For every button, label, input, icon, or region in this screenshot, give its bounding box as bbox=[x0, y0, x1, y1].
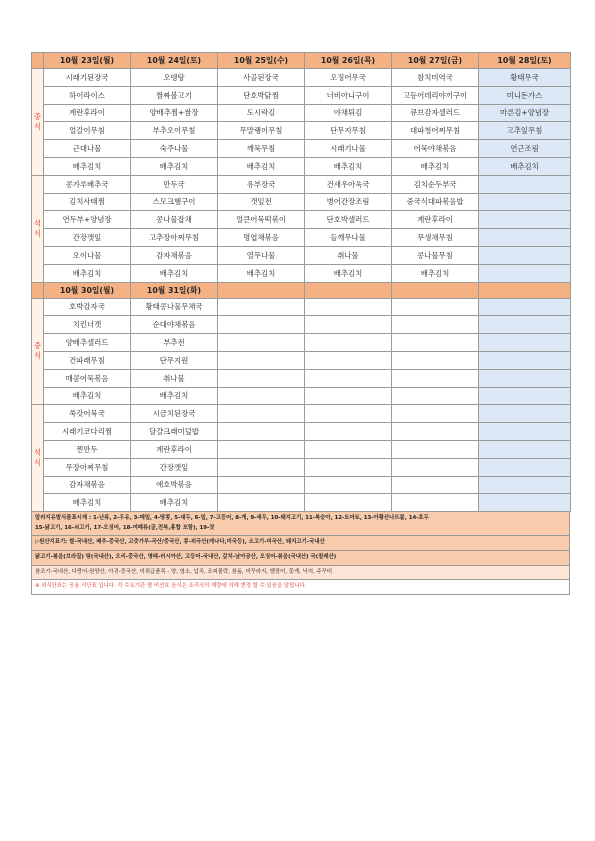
menu-cell bbox=[479, 264, 571, 282]
menu-cell: 고추장아찌무침 bbox=[131, 229, 218, 247]
menu-cell: 미니돈가스 bbox=[479, 86, 571, 104]
menu-cell: 얼큰어묵떡볶이 bbox=[218, 211, 305, 229]
menu-cell: 애호박볶음 bbox=[131, 476, 218, 494]
menu-cell: 숙주나물 bbox=[131, 140, 218, 158]
menu-cell: 깨묵무침 bbox=[218, 140, 305, 158]
menu-cell: 치킨너겟 bbox=[44, 316, 131, 334]
menu-cell: 배추김치 bbox=[305, 264, 392, 282]
menu-cell bbox=[305, 387, 392, 405]
menu-cell bbox=[479, 440, 571, 458]
menu-cell: 배추김치 bbox=[479, 157, 571, 175]
menu-cell: 무말랭이무침 bbox=[218, 122, 305, 140]
lunch-row bbox=[32, 351, 571, 369]
dinner-row bbox=[32, 423, 571, 441]
menu-cell bbox=[479, 423, 571, 441]
day-header bbox=[218, 282, 305, 298]
menu-cell: 근대나물 bbox=[44, 140, 131, 158]
allergy-line-2: 15-닭고기, 16-쇠고기, 17-오징어, 18-여패류(굴,전복,홍합 포함), 19-잣 bbox=[35, 524, 215, 531]
menu-cell: 중국식대파볶음밥 bbox=[392, 193, 479, 211]
menu-cell bbox=[479, 175, 571, 193]
menu-cell: 만두국 bbox=[131, 175, 218, 193]
menu-cell bbox=[305, 458, 392, 476]
allergy-note bbox=[31, 512, 570, 536]
week2-header-row bbox=[32, 282, 571, 298]
week1-header-row bbox=[32, 53, 571, 69]
menu-cell: 취나물 bbox=[131, 369, 218, 387]
menu-cell: 오뎅탕 bbox=[131, 69, 218, 87]
menu-cell bbox=[305, 405, 392, 423]
menu-cell: 배추김치 bbox=[392, 157, 479, 175]
menu-cell: 양배추찜+쌈장 bbox=[131, 104, 218, 122]
notes-section bbox=[31, 512, 570, 595]
menu-cell: 취나물 bbox=[305, 246, 392, 264]
day-header: 10월 24일(토) bbox=[131, 53, 218, 69]
menu-cell: 달걀크래미덮밥 bbox=[131, 423, 218, 441]
menu-cell: 사골된장국 bbox=[218, 69, 305, 87]
menu-cell: 시래기코다리찜 bbox=[44, 423, 131, 441]
menu-cell bbox=[305, 351, 392, 369]
menu-cell: 큐브감자샐러드 bbox=[392, 104, 479, 122]
menu-cell: 배추김치 bbox=[218, 157, 305, 175]
menu-cell: 무생채무침 bbox=[392, 229, 479, 247]
dinner-row bbox=[32, 193, 571, 211]
lunch-row bbox=[32, 298, 571, 316]
menu-cell bbox=[392, 369, 479, 387]
menu-cell: 부추오이무침 bbox=[131, 122, 218, 140]
menu-cell bbox=[392, 494, 479, 512]
menu-cell bbox=[479, 298, 571, 316]
menu-cell bbox=[479, 229, 571, 247]
lunch-row bbox=[32, 122, 571, 140]
menu-cell bbox=[218, 440, 305, 458]
lunch-row bbox=[32, 387, 571, 405]
menu-cell: 단호박샐러드 bbox=[305, 211, 392, 229]
menu-cell: 어묵야채볶음 bbox=[392, 140, 479, 158]
menu-cell: 단호박닭찜 bbox=[218, 86, 305, 104]
menu-cell: 갯잎전 bbox=[218, 193, 305, 211]
menu-cell: 호박감자국 bbox=[44, 298, 131, 316]
dinner-label: 석 식 bbox=[32, 405, 44, 512]
dinner-row bbox=[32, 405, 571, 423]
menu-cell: 간장깻잎 bbox=[131, 458, 218, 476]
menu-cell bbox=[392, 476, 479, 494]
menu-cell bbox=[392, 298, 479, 316]
menu-cell bbox=[392, 458, 479, 476]
menu-cell: 연두부+양념장 bbox=[44, 211, 131, 229]
allergy-line-1: 알러지유발식품표시제 : 1-난류, 2-우유, 3-메밀, 4-땅콩, 5-대두, 6-밀, 7-고등어, 8-게, 9-새우, 10-돼지고기, 11-복숭아, 12-토마토, 13-아황산나트륨, 14-호두 bbox=[35, 515, 429, 522]
menu-cell bbox=[479, 193, 571, 211]
menu-cell bbox=[479, 316, 571, 334]
lunch-row bbox=[32, 104, 571, 122]
menu-cell bbox=[392, 440, 479, 458]
menu-cell bbox=[218, 476, 305, 494]
menu-cell: 대파청어찌무침 bbox=[392, 122, 479, 140]
menu-cell: 단무지원 bbox=[131, 351, 218, 369]
menu-cell: 황태무국 bbox=[479, 69, 571, 87]
dinner-row bbox=[32, 246, 571, 264]
menu-cell bbox=[305, 476, 392, 494]
menu-cell: 매콤어묵볶음 bbox=[44, 369, 131, 387]
menu-cell bbox=[305, 423, 392, 441]
menu-cell bbox=[305, 298, 392, 316]
dinner-row bbox=[32, 175, 571, 193]
menu-cell: 시래기나물 bbox=[305, 140, 392, 158]
menu-table bbox=[31, 52, 571, 512]
menu-cell: 오징어무국 bbox=[305, 69, 392, 87]
menu-cell: 배추김치 bbox=[218, 264, 305, 282]
origin-title: ▷원산지표기: 쌀-국내산, 배추-중국산, 고춧가루-국산/중국산, 콩-외국산(캐나다,미국등), 소고기-미국산, 돼지고기-국내산 bbox=[31, 536, 570, 551]
menu-cell: 배추김치 bbox=[44, 157, 131, 175]
meal-plan-sheet bbox=[31, 52, 570, 595]
menu-cell: 단무지무침 bbox=[305, 122, 392, 140]
menu-cell: 명엽채볶음 bbox=[218, 229, 305, 247]
menu-cell: 무장아찌무침 bbox=[44, 458, 131, 476]
menu-cell bbox=[479, 246, 571, 264]
dinner-row bbox=[32, 264, 571, 282]
menu-cell: 황태콩나물무채국 bbox=[131, 298, 218, 316]
menu-cell bbox=[305, 334, 392, 352]
menu-cell: 김치사태찜 bbox=[44, 193, 131, 211]
menu-cell: 들깨무나물 bbox=[305, 229, 392, 247]
menu-cell bbox=[218, 494, 305, 512]
menu-cell bbox=[479, 405, 571, 423]
origin-detail: 닭고기-볶음(브라질) 탕(국내산), 오리-중국산, 명태-러시아산, 고등어-국내산, 갈치-남아공산, 오징어-볶음(국내산) 국(칠레산) bbox=[31, 551, 570, 566]
header-corner bbox=[32, 282, 44, 298]
menu-cell: 오이나물 bbox=[44, 246, 131, 264]
menu-cell: 도시락김 bbox=[218, 104, 305, 122]
menu-table-body bbox=[32, 53, 571, 512]
menu-cell: 순대야채볶음 bbox=[131, 316, 218, 334]
day-header: 10월 30일(월) bbox=[44, 282, 131, 298]
day-header bbox=[392, 282, 479, 298]
menu-cell: 감자채볶음 bbox=[131, 246, 218, 264]
lunch-row bbox=[32, 316, 571, 334]
day-header: 10월 25일(수) bbox=[218, 53, 305, 69]
menu-cell: 계란후라이 bbox=[44, 104, 131, 122]
menu-cell bbox=[218, 387, 305, 405]
menu-cell: 고등어데리야끼구이 bbox=[392, 86, 479, 104]
menu-cell bbox=[218, 351, 305, 369]
menu-cell bbox=[218, 423, 305, 441]
menu-cell: 참치미역국 bbox=[392, 69, 479, 87]
day-header: 10월 31일(화) bbox=[131, 282, 218, 298]
lunch-label: 중 식 bbox=[32, 298, 44, 405]
menu-cell bbox=[392, 316, 479, 334]
header-corner bbox=[32, 53, 44, 69]
day-header: 10월 26일(목) bbox=[305, 53, 392, 69]
menu-cell: 마른김+양념장 bbox=[479, 104, 571, 122]
menu-cell bbox=[218, 334, 305, 352]
menu-cell bbox=[218, 369, 305, 387]
menu-cell bbox=[479, 211, 571, 229]
dinner-row bbox=[32, 229, 571, 247]
menu-cell bbox=[479, 351, 571, 369]
warning-note: ※ 외식단표는 공용 식단표 입니다. 각 수요기관 별 비선호 음식은 조리사의 재량에 의해 변경 할 수 있음을 알립니다. bbox=[31, 580, 570, 595]
dinner-label: 석 식 bbox=[32, 175, 44, 282]
dinner-row bbox=[32, 458, 571, 476]
day-header: 10월 28일(토) bbox=[479, 53, 571, 69]
menu-cell bbox=[218, 316, 305, 334]
menu-cell: 콩가루배추국 bbox=[44, 175, 131, 193]
menu-cell: 배추김치 bbox=[131, 387, 218, 405]
menu-cell: 배추김치 bbox=[131, 157, 218, 175]
menu-cell bbox=[479, 387, 571, 405]
menu-cell bbox=[392, 351, 479, 369]
menu-cell: 건새우아욱국 bbox=[305, 175, 392, 193]
day-header: 10월 27일(금) bbox=[392, 53, 479, 69]
menu-cell: 얼갈이무침 bbox=[44, 122, 131, 140]
menu-cell bbox=[479, 494, 571, 512]
day-header bbox=[479, 282, 571, 298]
menu-cell: 야채튀김 bbox=[305, 104, 392, 122]
day-header: 10월 23일(월) bbox=[44, 53, 131, 69]
menu-cell: 건파래무침 bbox=[44, 351, 131, 369]
menu-cell: 하이라이스 bbox=[44, 86, 131, 104]
menu-cell bbox=[392, 405, 479, 423]
menu-cell: 간장깻잎 bbox=[44, 229, 131, 247]
menu-cell: 김치순두부국 bbox=[392, 175, 479, 193]
menu-cell: 시금치된장국 bbox=[131, 405, 218, 423]
day-header bbox=[305, 282, 392, 298]
menu-cell bbox=[305, 316, 392, 334]
menu-cell: 부추전 bbox=[131, 334, 218, 352]
menu-cell bbox=[305, 494, 392, 512]
menu-cell bbox=[392, 387, 479, 405]
dinner-row bbox=[32, 211, 571, 229]
menu-cell bbox=[479, 369, 571, 387]
menu-cell: 배추김치 bbox=[44, 494, 131, 512]
menu-cell: 유부장국 bbox=[218, 175, 305, 193]
lunch-row bbox=[32, 334, 571, 352]
menu-cell bbox=[218, 405, 305, 423]
menu-cell: 배추김치 bbox=[305, 157, 392, 175]
menu-cell: 계란후라이 bbox=[131, 440, 218, 458]
menu-cell: 쑥갓어묵국 bbox=[44, 405, 131, 423]
menu-cell bbox=[479, 458, 571, 476]
dinner-row bbox=[32, 440, 571, 458]
dinner-row bbox=[32, 494, 571, 512]
menu-cell bbox=[479, 476, 571, 494]
menu-cell bbox=[305, 369, 392, 387]
lunch-row bbox=[32, 86, 571, 104]
menu-cell: 짬짜볼고기 bbox=[131, 86, 218, 104]
menu-cell: 양배추샐러드 bbox=[44, 334, 131, 352]
menu-cell: 배추김치 bbox=[131, 494, 218, 512]
menu-cell: 시래기된장국 bbox=[44, 69, 131, 87]
menu-cell bbox=[392, 334, 479, 352]
menu-cell: 너비아니구이 bbox=[305, 86, 392, 104]
lunch-row bbox=[32, 140, 571, 158]
lunch-row bbox=[32, 157, 571, 175]
menu-cell: 고추잎무침 bbox=[479, 122, 571, 140]
menu-cell bbox=[392, 423, 479, 441]
menu-cell: 배추김치 bbox=[131, 264, 218, 282]
menu-cell: 콩나물무침 bbox=[392, 246, 479, 264]
menu-cell: 찐만두 bbox=[44, 440, 131, 458]
menu-cell bbox=[218, 458, 305, 476]
lunch-row bbox=[32, 369, 571, 387]
menu-cell: 배추김치 bbox=[44, 264, 131, 282]
menu-cell: 연근조림 bbox=[479, 140, 571, 158]
menu-cell: 콩나물잡채 bbox=[131, 211, 218, 229]
menu-cell: 병어간장조림 bbox=[305, 193, 392, 211]
menu-cell: 스모크햄구이 bbox=[131, 193, 218, 211]
menu-cell bbox=[218, 298, 305, 316]
menu-cell bbox=[479, 334, 571, 352]
menu-cell: 감자채볶음 bbox=[44, 476, 131, 494]
lunch-row bbox=[32, 69, 571, 87]
menu-cell: 배추김치 bbox=[44, 387, 131, 405]
menu-cell: 계란후라이 bbox=[392, 211, 479, 229]
lunch-label: 중 식 bbox=[32, 69, 44, 176]
menu-cell bbox=[305, 440, 392, 458]
origin-misc: 참조기-국내산, 다랑어-원양산, 아귀-중국산, 미취급품목 - 양, 염소, 넙치, 조피볼락, 참돔, 미꾸라지, 뱀장어, 꽃게, 낙지, 주꾸미 bbox=[31, 566, 570, 581]
menu-cell: 배추김치 bbox=[392, 264, 479, 282]
dinner-row bbox=[32, 476, 571, 494]
menu-cell: 열무나물 bbox=[218, 246, 305, 264]
